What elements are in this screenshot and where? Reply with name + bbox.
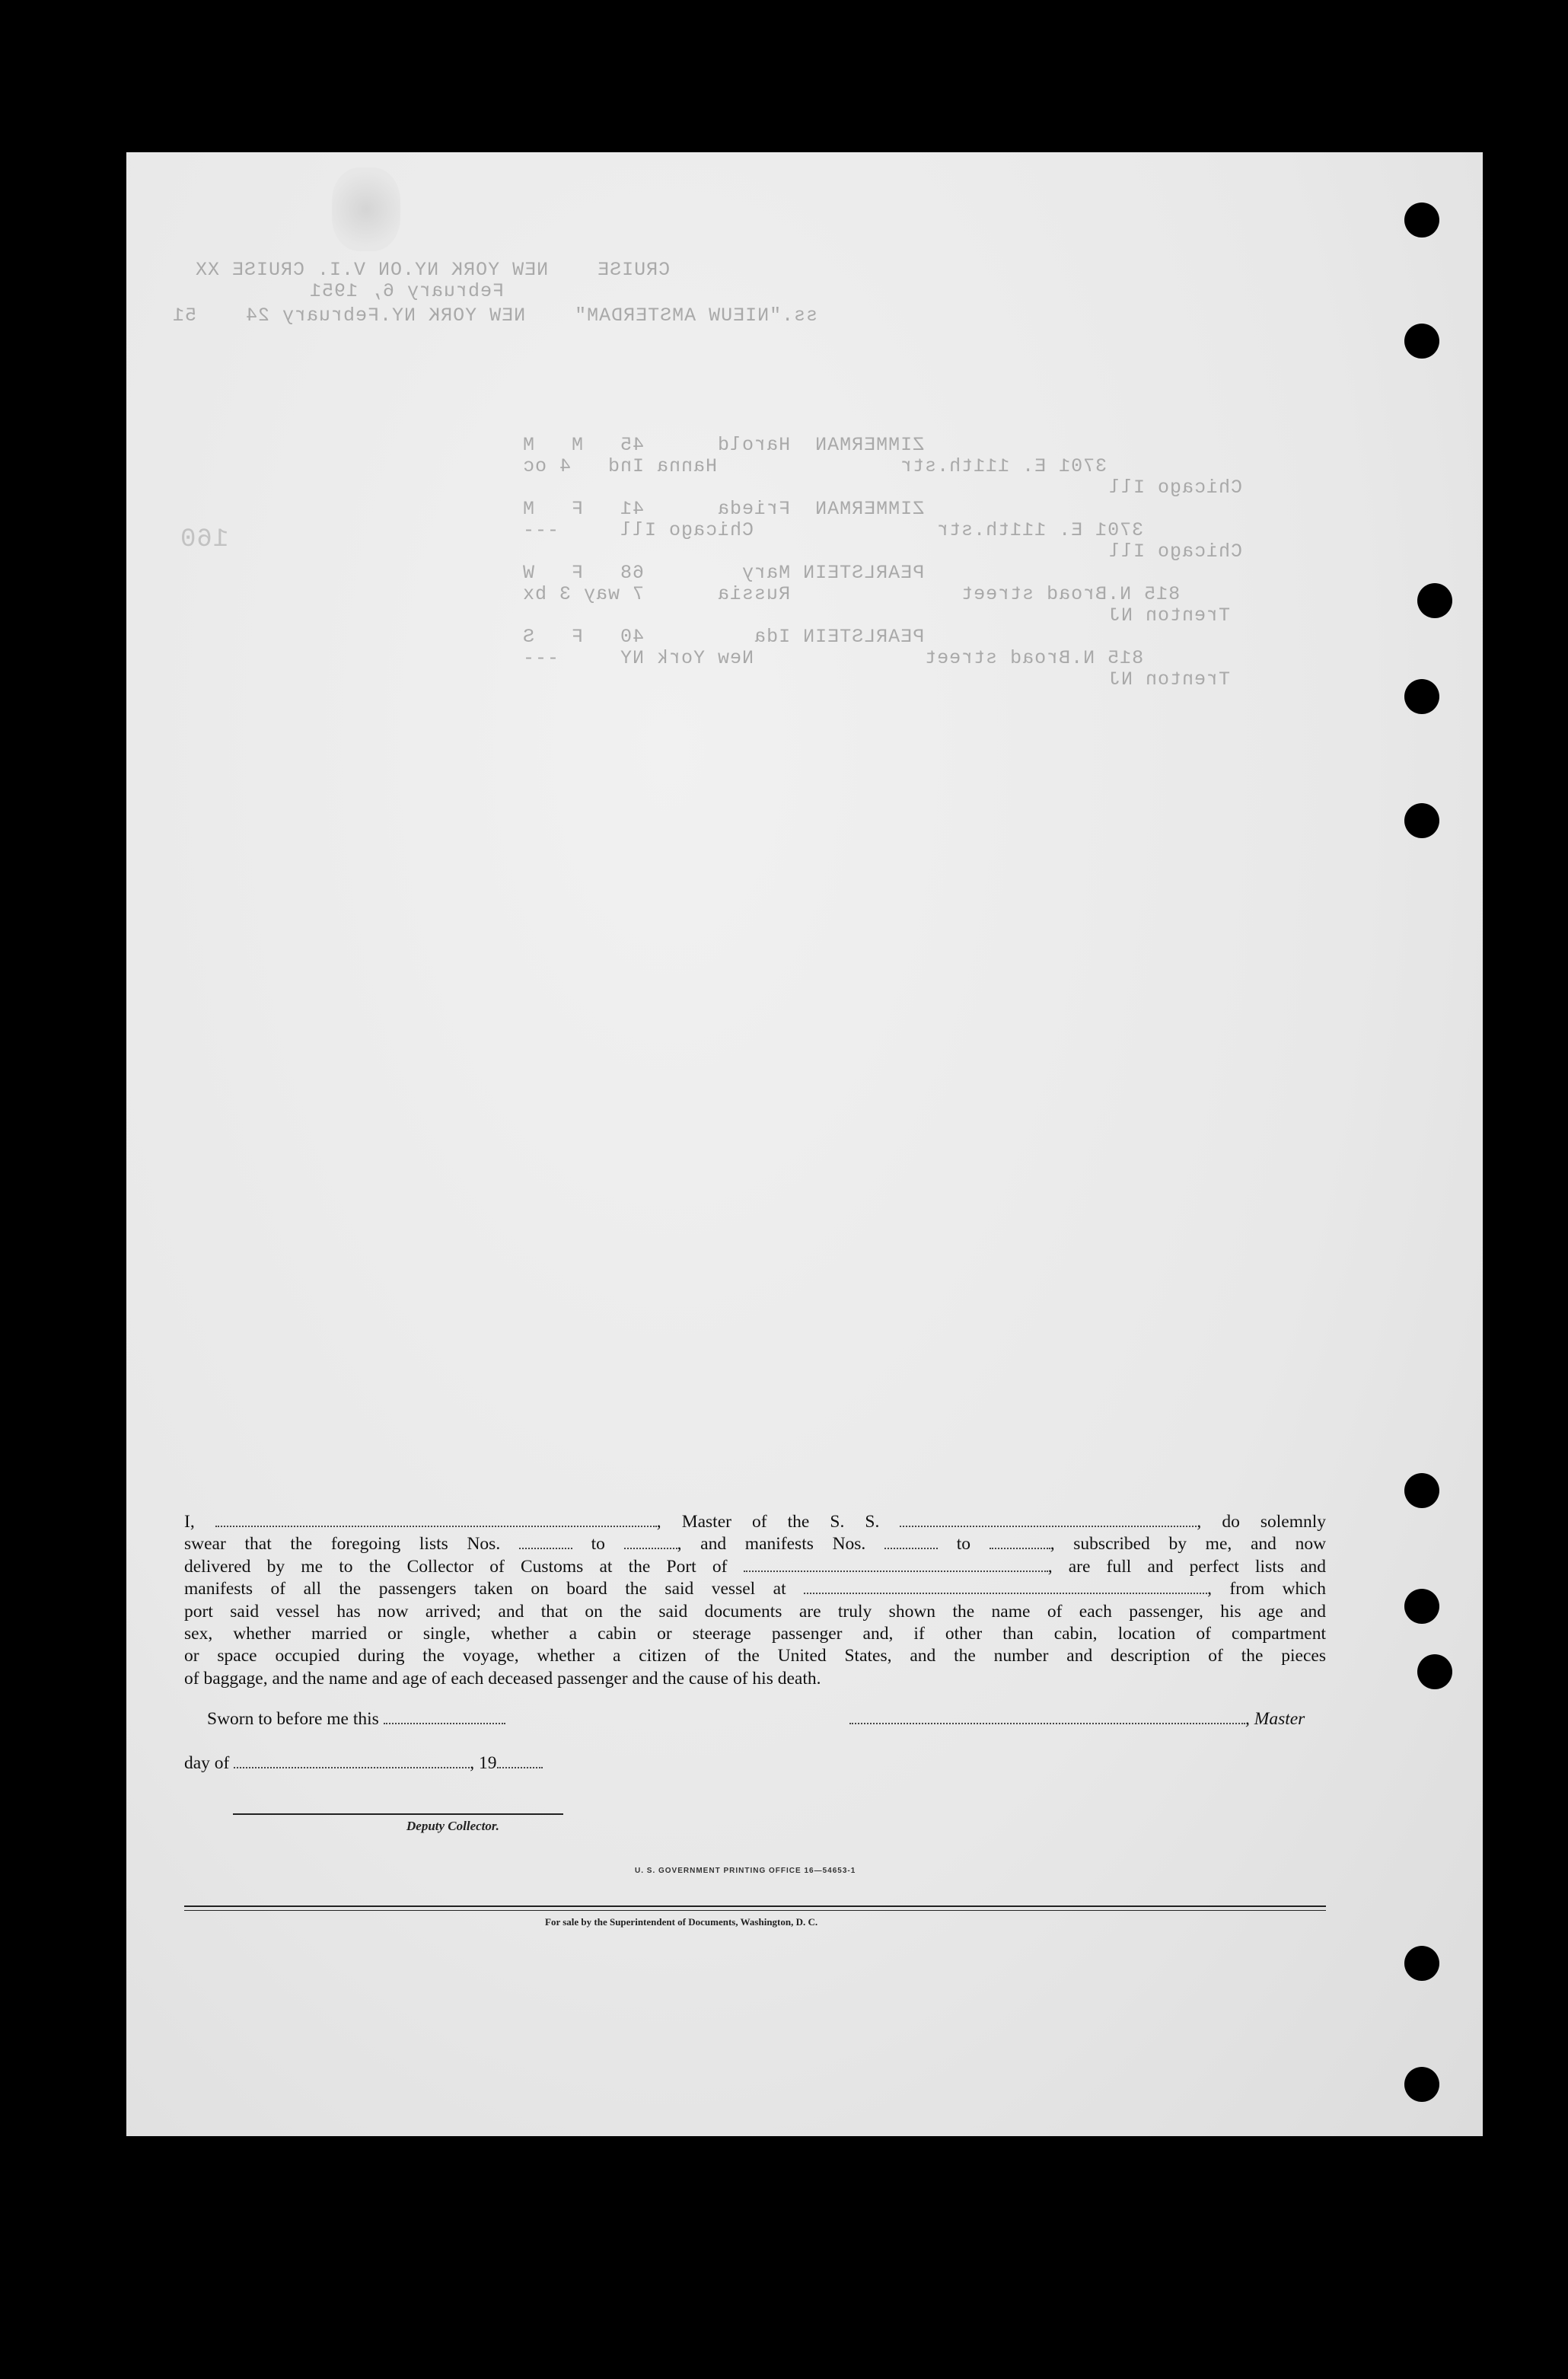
oath-line-5: port said vessel has now arrived; and that on the said documents are truly shown the name of each passenger, his age and [184, 1601, 1326, 1622]
master-name-blank[interactable] [215, 1512, 657, 1527]
footer-note: For sale by the Superintendent of Documents, Washington, D. C. [545, 1916, 818, 1928]
oath-line-7: or space occupied during the voyage, whether a citizen of the United States, and the number and description of the pieces [184, 1646, 1326, 1666]
punch-hole [1404, 1946, 1439, 1981]
punch-hole [1417, 1654, 1452, 1689]
deputy-signature-line[interactable] [233, 1813, 563, 1815]
master-signature-blank[interactable] [849, 1709, 1245, 1724]
bleed-row: ZIMMERMAN Harold 45 M M [522, 434, 925, 456]
ship-name-blank[interactable] [900, 1512, 1197, 1527]
manifest-page [126, 152, 1483, 2136]
oath-line-6: sex, whether married or single, whether a cabin or steerage passenger and, if other than cabin, location of compartment [184, 1624, 1326, 1644]
bleed-header-ship: ss."NIEUW AMSTERDAM" NEW YORK NY.February 24 51 [172, 305, 818, 327]
port-blank[interactable] [744, 1557, 1048, 1572]
punch-hole [1404, 203, 1439, 238]
day-month-blank[interactable] [234, 1753, 470, 1768]
deputy-collector-label: Deputy Collector. [406, 1819, 499, 1833]
bleed-header-cruise: CRUISE NEW YORK NY.ON V.I. CRUISE XX [195, 259, 671, 281]
printing-office-imprint: U. S. GOVERNMENT PRINTING OFFICE 16—54653-1 [635, 1867, 856, 1875]
punch-hole [1404, 1473, 1439, 1508]
master-signature-row: , Master [849, 1709, 1305, 1730]
bleed-row: ZIMMERMAN Frieda 41 F M [522, 498, 925, 520]
manifests-from-blank[interactable] [884, 1534, 938, 1549]
punch-hole [1404, 2067, 1439, 2102]
bleed-row: 3701 E. 111th.str Chicago Ill --- [522, 519, 1144, 541]
sworn-row: Sworn to before me this [207, 1709, 505, 1730]
bleed-header-date: February 6, 1951 [309, 280, 505, 302]
lists-from-blank[interactable] [519, 1534, 572, 1549]
punch-hole [1404, 324, 1439, 359]
departure-port-blank[interactable] [804, 1579, 1207, 1594]
footer-rule-2 [184, 1910, 1326, 1911]
bleed-row: PEARLSTEIN Mary 68 F W [522, 562, 925, 584]
punch-hole [1404, 1589, 1439, 1624]
punch-hole [1404, 679, 1439, 714]
bleed-row: Chicago Ill [1108, 541, 1243, 563]
oath-paragraph [184, 1511, 1326, 1690]
lists-to-blank[interactable] [624, 1534, 677, 1549]
bleed-margin-number: 160 [180, 525, 229, 554]
manifests-to-blank[interactable] [990, 1534, 1050, 1549]
oath-line-3: delivered by me to the Collector of Customs at the Port of , are full and perfect lists and [184, 1556, 1327, 1577]
bleed-row: Trenton NJ [1108, 668, 1231, 690]
punch-hole [1417, 583, 1452, 618]
year-blank[interactable] [497, 1753, 543, 1768]
bleed-row: PEARLSTEIN Ida 40 F S [522, 626, 925, 648]
bleed-row: 3701 E. 111th.str Hanna Ind 4 oc [522, 455, 1107, 477]
oath-line-8: of baggage, and the name and age of each deceased passenger and the cause of his death. [184, 1668, 821, 1689]
footer-rule-1 [184, 1905, 1326, 1907]
oath-line-4: manifests of all the passengers taken on board the said vessel at , from which [184, 1579, 1326, 1599]
bleed-row: 815 N.Broad street New York NY --- [522, 647, 1144, 669]
bleed-row: 815 N.Broad street Russia 7 way 3 bx [522, 583, 1181, 605]
oath-line-2: swear that the foregoing lists Nos. to , and manifests Nos. to , subscribed by me, and now [184, 1534, 1327, 1555]
bleed-row: Trenton NJ [1108, 604, 1231, 627]
ink-stamp-smudge [332, 167, 400, 251]
sworn-date-blank[interactable] [384, 1709, 505, 1724]
day-of-row: day of , 19 [184, 1753, 543, 1774]
punch-hole [1404, 803, 1439, 838]
bleed-row: Chicago Ill [1108, 477, 1243, 499]
oath-line-1: I, , Master of the S. S. , do solemnly [184, 1512, 1327, 1532]
